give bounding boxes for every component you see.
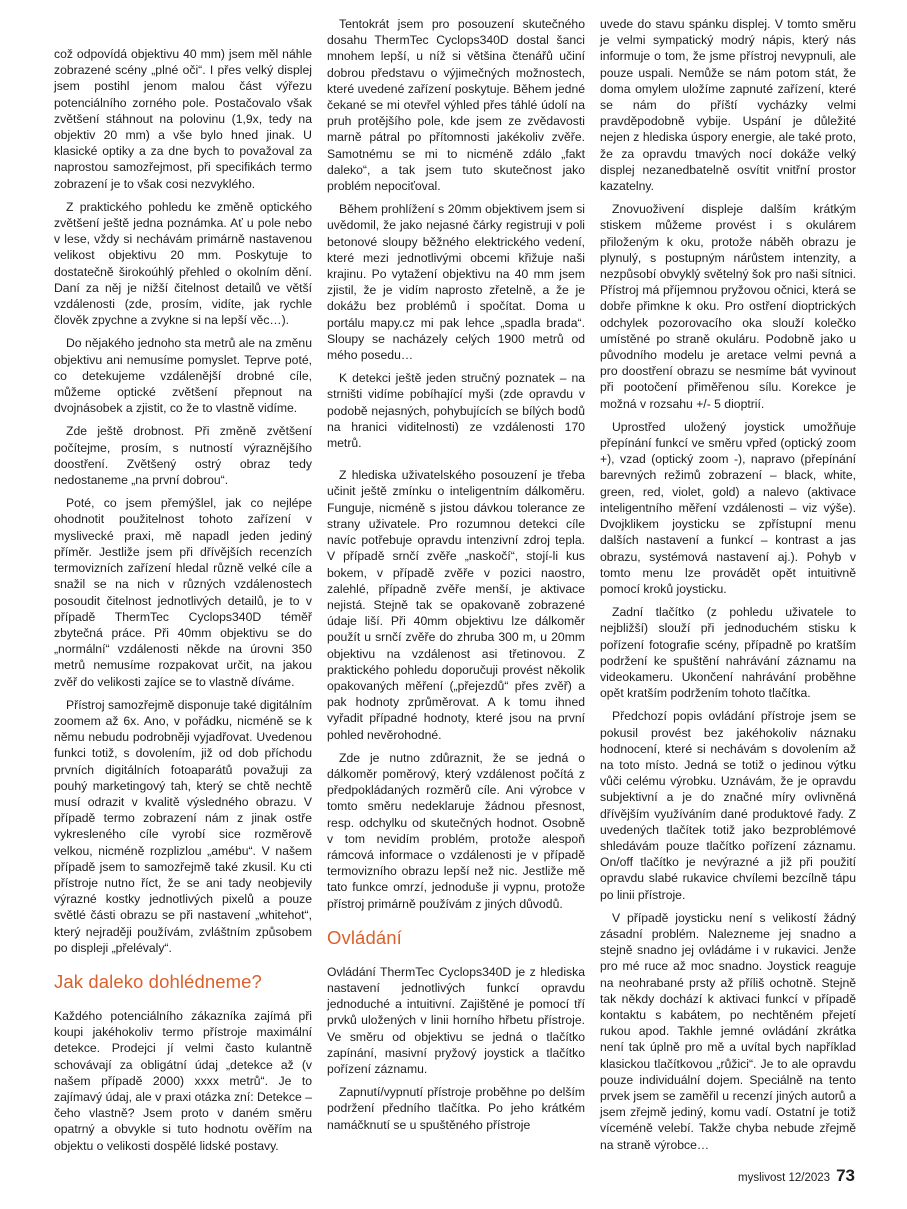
paragraph: V případě joysticku není s velikostí žádný zásadní problém. Nalezneme jej snadno a stejně snadno jej ovládáme i v rukavici. Jenže pro mé ruce až moc snadno. Joystick reaguje na neohrabané prsty až příliš ochotně. Stejně tak někdy dochází k aktivaci funkcí v případě kontaktu s kabátem, po nechtěném přejetí rukou apod. Takhle jemné ovládání zkrátka není tak úplně pro mě a uvítal bych například klasickou tlačítkovou „růžici“. Je to ale opravdu pouze individuální dojem. Speciálně na tento prvek jsem se zaměřil u recenzí jiných autorů a jsem zřejmě jediný, komu vadí. Ostatní je totiž víceméně velebí. Takže chyba nebude zřejmě na straně výrobce… xyxy=(600,910,856,1152)
paragraph: Přístroj samozřejmě disponuje také digitálním zoomem až 6x. Ano, v pořádku, nicméně se k němu nebudu podrobněji vyjadřovat. Uvedenou funkci totiž, s dovolením, již od dob příchodu prvních digitálních fotoaparátů považuji za pouhý marketingový tah, který se chtě nechtě musí odrazit v kvalitě výsledného obrazu. V případě termo zobrazení nám z jinak ostře vykresleného cíle vyrobí sice rozměrově velkou, nicméně rozplizlou „amébu“. V našem případě jsem to samozřejmě také zkusil. Ku cti přístroje nutno říct, že se ani tady neobjevily výrazné kostky jednotlivých pixelů a pouze světlé části obrazu se při nastavení „whitehot“, který nejraději používám, zvláštním způsobem po displeji „přelévaly“. xyxy=(54,697,312,955)
page-number: 73 xyxy=(836,1166,855,1185)
paragraph: což odpovídá objektivu 40 mm) jsem měl náhle zobrazené scény „plné oči“. I přes velký displej jsem postihl jenom malou část výřezu potenciálního zorného pole. Postačovalo však zvětšení stáhnout na polovinu (1,9x, tedy na objektiv 20 mm) a vše bylo hned jinak. U klasické optiky a za dne bych to považoval za naprostou samozřejmost, při specifikách termo zobrazení je to však cosi nezvyklého. xyxy=(54,47,312,191)
paragraph: Poté, co jsem přemýšlel, jak co nejlépe ohodnotit použitelnost tohoto zařízení v myslivecké praxi, mě napadl jeden jediný příměr. Jestliže jsem při dřívějších recenzích termovizních zařízení hledal různě velké cíle a snažil se na nich v různých vzdálenostech posoudit čitelnost jednotlivých detailů, je to v případě ThermTec Cyclops340D téměř zbytečná práce. Při 40mm objektivu se do „normální“ vzdálenosti někde na úrovni 350 metrů nemusíme rozpakovat určit, na jakou zvěř do velikosti zajíce se to vlastně díváme. xyxy=(54,496,312,689)
paragraph: Do nějakého jednoho sta metrů ale na změnu objektivu ani nemusíme pomyslet. Teprve poté, co detekujeme vzdálenější drobné cíle, můžeme optické zvětšení přepnout na dvojnásobek a zjistit, co že to vlastně vidíme. xyxy=(54,336,312,416)
paragraph: K detekci ještě jeden stručný poznatek – na strništi vidíme pobíhající myši (zde opravdu v podobě nejasných, pohybujících se bílých bodů na hranici viditelnosti) ze vzdálenosti 170 metrů. xyxy=(327,371,585,451)
paragraph: Zadní tlačítko (z pohledu uživatele to nejbližší) slouží při jednoduchém stisku k pořízení fotografie scény, případně po kratším podržení ke spuštění nahrávání záznamu na videokameru. Ukončení nahrávání proběhne opět kratším podržením tohoto tlačítka. xyxy=(600,605,856,701)
paragraph: Zapnutí/vypnutí přístroje proběhne po delším podržení předního tlačítka. Po jeho krátkém namáčknutí se u spuštěného přístroje xyxy=(327,1085,585,1132)
paragraph: Znovuoživení displeje dalším krátkým stiskem můžeme provést i s okulárem přiloženým k oku, protože náběh obrazu je plynulý, s postupným nárůstem intenzity, a nezpůsobí obvyklý světelný šok pro naši sítnici. Přístroj má příjemnou pryžovou očnici, která se dobře přimkne k oku. Pro ostření dioptrických odchylek pozorovacího oka slouží kolečko umístěné po straně okuláru. Podobně jako u původního modelu je aretace velmi pevná a pro doostření obrazu se nesmíme bát vyvinout při pootočení přiměřenou sílu. Korekce je možná v rozsahu +/- 5 dioptrií. xyxy=(600,202,856,411)
paragraph: Zde ještě drobnost. Při změně zvětšení počítejme, prosím, s nutností výraznějšího doostření. Zvětšený ostrý obraz tedy nedostaneme „na první dobrou“. xyxy=(54,424,312,488)
paragraph: uvede do stavu spánku displej. V tomto směru je velmi sympatický modrý nápis, který nás informuje o tom, že jsme přístroj nevypnuli, ale pouze uspali. Nemůže se nám potom stát, že doma omylem uložíme zapnuté zařízení, které se nám do příští vycházky velmi pravděpodobně vybije. Uspání je důležité nejen z hlediska úspory energie, ale také proto, že za opravdu tmavých nocí dokáže velký displej nezanedbatelně osvítit vnitřní prostor kazatelny. xyxy=(600,17,856,194)
paragraph: Z praktického pohledu ke změně optického zvětšení ještě jedna poznámka. Ať u pole nebo v lese, vždy si nechávám primárně nastavenou velikost objektivu 20 mm. Poskytuje to dostatečně širokoúhlý přehled o okolním dění. Daní za něj je nižší čitelnost detailů ve větší vzdálenosti (zde, prosím, vidíte, jak rychle člověk zpychne a zvykne si na lepší věc…). xyxy=(54,199,312,328)
paragraph: Zde je nutno zdůraznit, že se jedná o dálkoměr poměrový, který vzdálenost počítá z předpokládaných rozměrů cíle. Ani výrobce v tomto směru nedeklaruje žádnou přesnost, resp. odchylku od skutečných hodnot. Osobně v tom nevidím problém, protože alespoň rámcová informace o vzdálenosti je v případě termovizního obrazu lepší než nic. Jestliže mě tato funkce omrzí, jednoduše ji vypnu, protože přístroj primárně používám z jiných důvodů. xyxy=(327,750,585,911)
paragraph: Ovládání ThermTec Cyclops340D je z hlediska nastavení jednotlivých funkcí opravdu jednoduché a intuitivní. Zajištěné je pomocí tří prvků uložených v linii horního hřbetu přístroje. Ve směru od objektivu se jedná o tlačítko zapínání, masivní pryžový joystick a tlačítko pořízení záznamu. xyxy=(327,964,585,1076)
section-heading: Jak daleko dohlédneme? xyxy=(54,970,262,992)
column-1 xyxy=(54,46,312,1161)
page-footer xyxy=(738,1166,855,1186)
section-heading: Ovládání xyxy=(327,926,402,948)
paragraph: Tentokrát jsem pro posouzení skutečného dosahu ThermTec Cyclops340D dostal šanci mnohem lepší, u níž si většina čtenářů učiní dobrou představu o výjimečných možnostech, které uvedené zařízení poskytuje. Během jedné čekané se mi otevřel výhled přes táhlé údolí na pruh protějšího pole, kde jsem ze zvědavosti marně pátral po přítomnosti jakékoliv zvěře. Samotnému se mi to nicméně zdálo „fakt daleko“, a tak jsem tuto skutečnost jako problém nepociťoval. xyxy=(327,17,585,194)
paragraph: Uprostřed uložený joystick umožňuje přepínání funkcí ve směru vpřed (optický zoom +), vzad (optický zoom -), napravo (přepínání barevných režimů zobrazení – black, white, green, red, violet, gold) a nalevo (aktivace inteligentního měření vzdálenosti – viz výše). Dvojklikem joysticku se zpřístupní menu dalších nastavení a funkcí – kontrast a jas obrazu, systémová nastavení aj.). Pohyb v tomto menu lze provádět opět intuitivně pomocí kroků joysticku. xyxy=(600,419,856,596)
paragraph: Z hlediska uživatelského posouzení je třeba učinit ještě zmínku o inteligentním dálkoměru. Funguje, nicméně s jistou dávkou tolerance ze strany uživatele. Pro rozumnou detekci cíle navíc potřebuje opravdu intenzivní zdroj tepla. V případě srnčí zvěře „naskočí“, stojí-li kus bokem, v případě zvěře v pozici naostro, zalehlé, případně zvěře menší, je aktivace nejistá. Stejně tak se opakovaně zobrazené údaje liší. Při 40mm objektivu lze dálkoměr použít u srnčí zvěře do zhruba 300 m, u 20mm objektivu na vzdálenost asi třetinovou. Z praktického pohledu doporučuji provést několik opakovaných měření („přejezdů“ přes zvěř) a pak hodnoty zprůměrovat. A k tomu ihned vyřadit případné hodnoty, které jsou na první pohled nevěrohodné. xyxy=(327,468,585,742)
magazine-issue: myslivost 12/2023 xyxy=(738,1172,831,1184)
paragraph: Každého potenciálního zákazníka zajímá při koupi jakéhokoliv termo přístroje maximální detekce. Prodejci jí velmi často kulantně schovávají za obligátní údaj „detekce až (v našem případě 2000) xxxx metrů“. Je to zajímavý údaj, ale v praxi otázka zní: Detekce – čeho vlastně? Jsem proto v daném směru opatrný a obvykle si tuto hodnotu ověřím na objektu o velikosti dospělé lidské postavy. xyxy=(54,1008,312,1153)
column-3 xyxy=(600,16,856,1160)
column-2 xyxy=(327,16,585,1140)
paragraph: Během prohlížení s 20mm objektivem jsem si uvědomil, že jako nejasné čárky registruji v poli betonové sloupy běžného elektrického vedení, které mezi jednotlivými obcemi křižuje naši krajinu. Po vytažení objektivu na 40 mm jsem zjistil, že je vidím naprosto zřetelně, a že je dokážu bez problémů i spočítat. Doma u portálu mapy.cz mi pak lehce „spadla brada“. Sloupy se nacházely celých 1900 metrů od mého posedu… xyxy=(327,202,585,363)
paragraph: Předchozí popis ovládání přístroje jsem se pokusil provést bez jakéhokoliv náznaku hodnocení, které si nechávám s dovolením až na toto místo. Jedná se totiž o jedinou výtku vůči celému výrobku. Uznávám, že je opravdu subjektivní a je do značné míry ovlivněná dřívějším využíváním dané produktové řady. Z uvedených tlačítek totiž jako bezproblémové shledávám pouze tlačítko pořízení záznamu. On/off tlačítko je nevýrazné a již při použití opravdu slabé rukavice chvílemi bezcílně tápu po linii přístroje. xyxy=(600,709,856,902)
